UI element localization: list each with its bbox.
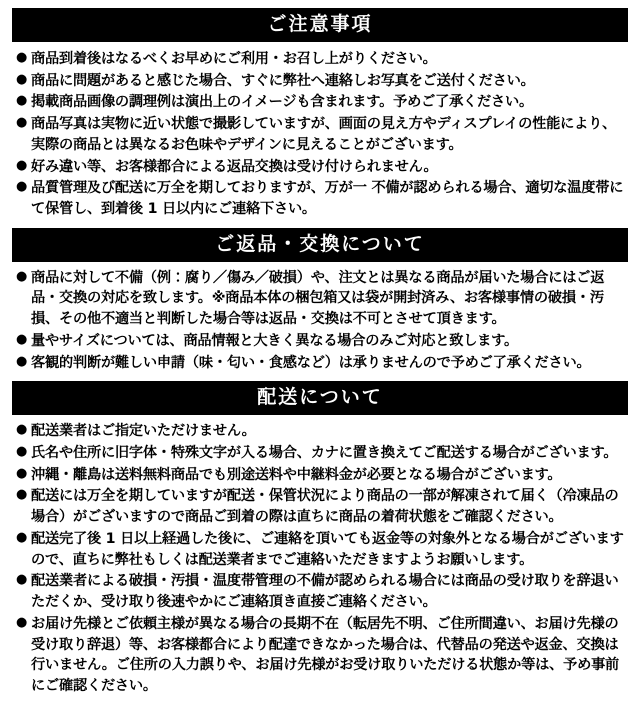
list-item-text: 掲載商品画像の調理例は演出上のイメージも含まれます。予めご了承ください。 bbox=[31, 94, 533, 111]
list-item-text: 配送には万全を期していますが配送・保管状況により商品の一部が解凍されて届く（冷凍品の場合）がございますので商品ご到着の際は直ちに商品の着荷状態をご確認ください。 bbox=[31, 488, 619, 526]
section-notice-title: ご注意事項 bbox=[12, 8, 628, 42]
bullet-icon: ● bbox=[16, 71, 28, 87]
list-item bbox=[16, 71, 626, 92]
bullet-icon: ● bbox=[16, 179, 28, 195]
section-notice-body bbox=[12, 42, 628, 225]
bullet-icon: ● bbox=[16, 157, 28, 173]
section-return-body bbox=[12, 262, 628, 379]
section-shipping-body bbox=[12, 415, 628, 702]
bullet-icon: ● bbox=[16, 529, 28, 545]
list-item bbox=[16, 114, 626, 155]
section-shipping-title: 配送について bbox=[12, 381, 628, 415]
bullet-icon: ● bbox=[16, 93, 28, 109]
list-item bbox=[16, 421, 626, 442]
bullet-icon: ● bbox=[16, 572, 28, 588]
list-item bbox=[16, 157, 626, 178]
list-item-text: 商品に対して不備（例：腐り／傷み／破損）や、注文とは異なる商品が届いた場合にはご返品・交換の対応を致します。※商品本体の梱包箱又は袋が開封済み、お客様事情の破損・汚損、その他不適当と判断した場合等は返品・交換は不可とさせて頂きます。 bbox=[31, 269, 605, 328]
section-return-title: ご返品・交換について bbox=[12, 228, 628, 262]
list-item bbox=[16, 529, 626, 570]
bullet-icon: ● bbox=[16, 487, 28, 503]
list-item bbox=[16, 614, 626, 697]
list-item-text: 好み違い等、お客様都合による返品交換は受け付けられません。 bbox=[31, 158, 438, 175]
list-item-text: 配送完了後 1 日以上経過した後に、ご連絡を頂いても返金等の対象外となる場合がございますので、直ちに弊社もしくは配送業者までご連絡いただきますようお願いします。 bbox=[31, 530, 624, 568]
bullet-icon: ● bbox=[16, 115, 28, 131]
bullet-icon: ● bbox=[16, 331, 28, 347]
list-item bbox=[16, 92, 626, 113]
bullet-icon: ● bbox=[16, 422, 28, 438]
section-notice bbox=[12, 8, 628, 225]
list-item bbox=[16, 571, 626, 612]
list-item-text: 商品写真は実物に近い状態で撮影していますが、画面の見え方やディスプレイの性能により、実際の商品とは異なるお色味やデザインに見えることがございます。 bbox=[31, 116, 617, 153]
section-shipping bbox=[12, 381, 628, 701]
list-item bbox=[16, 268, 626, 330]
list-item-text: 量やサイズについては、商品情報と大きく異なる場合のみご対応と致します。 bbox=[31, 332, 519, 349]
list-item-text: 配送業者による破損・汚損・温度帯管理の不備が認められる場合には商品の受け取りを辞退いただくか、受け取り後速やかにご連絡頂き直接ご連絡ください。 bbox=[31, 573, 619, 611]
list-item-text: お届け先様とご依頼主様が異なる場合の長期不在（転居先不明、ご住所間違い、お届け先様の受け取り辞退）等、お客様都合により配達できなかった場合は、代替品の発送や返金、交換は行いません。ご住所の入力誤りや、お届け先様がお受け取りいただける状態か等は、予め事前にご確認ください。 bbox=[31, 615, 620, 695]
bullet-icon: ● bbox=[16, 268, 28, 284]
bullet-icon: ● bbox=[16, 443, 28, 459]
list-item-text: 品質管理及び配送に万全を期しておりますが、万が一 不備が認められる場合、適切な温度帯にて保管し、到着後 1 日以内にご連絡下さい。 bbox=[31, 180, 624, 218]
list-item-text: 配送業者はご指定いただけません。 bbox=[31, 423, 256, 440]
bullet-icon: ● bbox=[16, 49, 28, 65]
bullet-icon: ● bbox=[16, 614, 28, 630]
list-item bbox=[16, 49, 626, 70]
list-item-text: 商品に問題があると感じた場合、すぐに弊社へ連絡しお写真をご送付ください。 bbox=[31, 72, 535, 89]
bullet-icon: ● bbox=[16, 465, 28, 481]
list-item-text: 客観的判断が難しい申請（味・匂い・食感など）は承りませんので予めご了承ください。 bbox=[31, 354, 591, 371]
list-item bbox=[16, 178, 626, 219]
list-item-text: 沖縄・離島は送料無料商品でも別途送料や中継料金が必要となる場合がございます。 bbox=[31, 466, 562, 483]
list-item bbox=[16, 486, 626, 527]
list-item bbox=[16, 331, 626, 352]
section-return bbox=[12, 228, 628, 379]
list-item bbox=[16, 465, 626, 486]
list-item bbox=[16, 443, 626, 464]
list-item-text: 商品到着後はなるべくお早めにご利用・お召し上がりください。 bbox=[31, 50, 437, 67]
list-item-text: 氏名や住所に旧字体・特殊文字が入る場合、カナに置き換えてご配送する場合がございます。 bbox=[31, 444, 618, 461]
list-item bbox=[16, 353, 626, 374]
bullet-icon: ● bbox=[16, 353, 28, 369]
